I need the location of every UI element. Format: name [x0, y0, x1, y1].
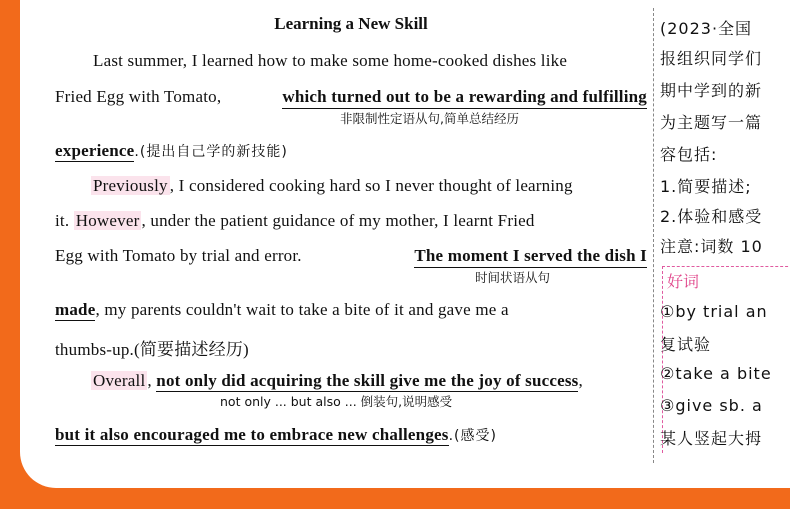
- annotation-relative-clause: 非限制性定语从句,简单总结经历: [340, 111, 519, 126]
- annotation-inversion: not only ... but also ... 倒装句,说明感受: [220, 394, 453, 409]
- p2-line-5: [55, 335, 647, 360]
- p2-underlined-word: made: [55, 300, 96, 319]
- p3-underlined-phrase: not only did acquiring the skill give me the joy of success: [156, 371, 579, 390]
- good-words-box: [662, 266, 790, 453]
- page-card: [20, 0, 790, 488]
- p3-text: ,: [578, 371, 583, 390]
- good-word-item: 复试验: [660, 335, 712, 354]
- sidebar-line: 报组织同学们: [660, 49, 763, 68]
- p1-underlined-phrase: which turned out to be a rewarding and fulfilling: [282, 87, 647, 109]
- good-word-item: ③give sb. a: [660, 396, 763, 415]
- essay-title: Learning a New Skill: [274, 14, 428, 33]
- p1-line-2: [55, 87, 647, 109]
- p2-line-3: [55, 246, 647, 268]
- p2-text: thumbs-up.(简要描述经历): [55, 340, 249, 359]
- sidebar-line: 2.体验和感受: [660, 207, 763, 226]
- p2-line-1: [91, 176, 647, 196]
- good-word-item: ①by trial an: [660, 302, 768, 321]
- good-word-item: 某人竖起大拇: [660, 429, 763, 448]
- p3-line-1: Overall , not only did acquiring the skill give me the joy of success,: [93, 371, 583, 390]
- p3-comment: .(感受): [448, 428, 497, 444]
- p1-line-1: [93, 51, 647, 71]
- p1-comment: .(提出自己学的新技能): [134, 144, 288, 160]
- p2-underlined-phrase: The moment I served the dish I: [414, 246, 647, 268]
- p1-line-1-text: Last summer, I learned how to make some home-cooked dishes like: [93, 51, 568, 70]
- annotation-time-clause: 时间状语从句: [475, 270, 551, 285]
- p2-line-2: [55, 211, 647, 231]
- good-word-item: ②take a bite: [660, 364, 772, 383]
- p1-text: Fried Egg with Tomato,: [55, 87, 222, 106]
- essay-column: [20, 0, 660, 488]
- p3-line-2: [55, 425, 647, 445]
- p2-line-4: [55, 300, 647, 320]
- sidebar-line: 期中学到的新: [660, 81, 763, 100]
- p2-text: it.: [55, 211, 70, 230]
- p2-text: , my parents couldn't wait to take a bite of it and gave me a: [95, 300, 509, 319]
- sidebar-line: 1.简要描述;: [660, 177, 752, 196]
- p2-text: , under the patient guidance of my mother, I learnt Fried: [141, 211, 535, 230]
- p1-line-3: [55, 141, 647, 161]
- sidebar-line: (2023·全国: [660, 19, 753, 38]
- highlight-however: However: [75, 211, 140, 230]
- p2-text: Egg with Tomato by trial and error.: [55, 246, 302, 265]
- sidebar-column: [660, 0, 790, 488]
- sidebar-line: 容包括:: [660, 145, 718, 164]
- sidebar-line: 为主题写一篇: [660, 113, 763, 132]
- highlight-previously: Previously: [93, 176, 168, 195]
- p1-underlined-word: experience: [55, 141, 135, 160]
- column-divider: [653, 8, 654, 463]
- highlight-overall: Overall: [93, 371, 146, 390]
- sidebar-line: 注意:词数 10: [660, 237, 763, 256]
- good-words-title: 好词: [667, 272, 700, 291]
- p3-underlined-phrase: but it also encouraged me to embrace new challenges: [55, 425, 449, 444]
- p2-text: , I considered cooking hard so I never thought of learning: [169, 176, 573, 195]
